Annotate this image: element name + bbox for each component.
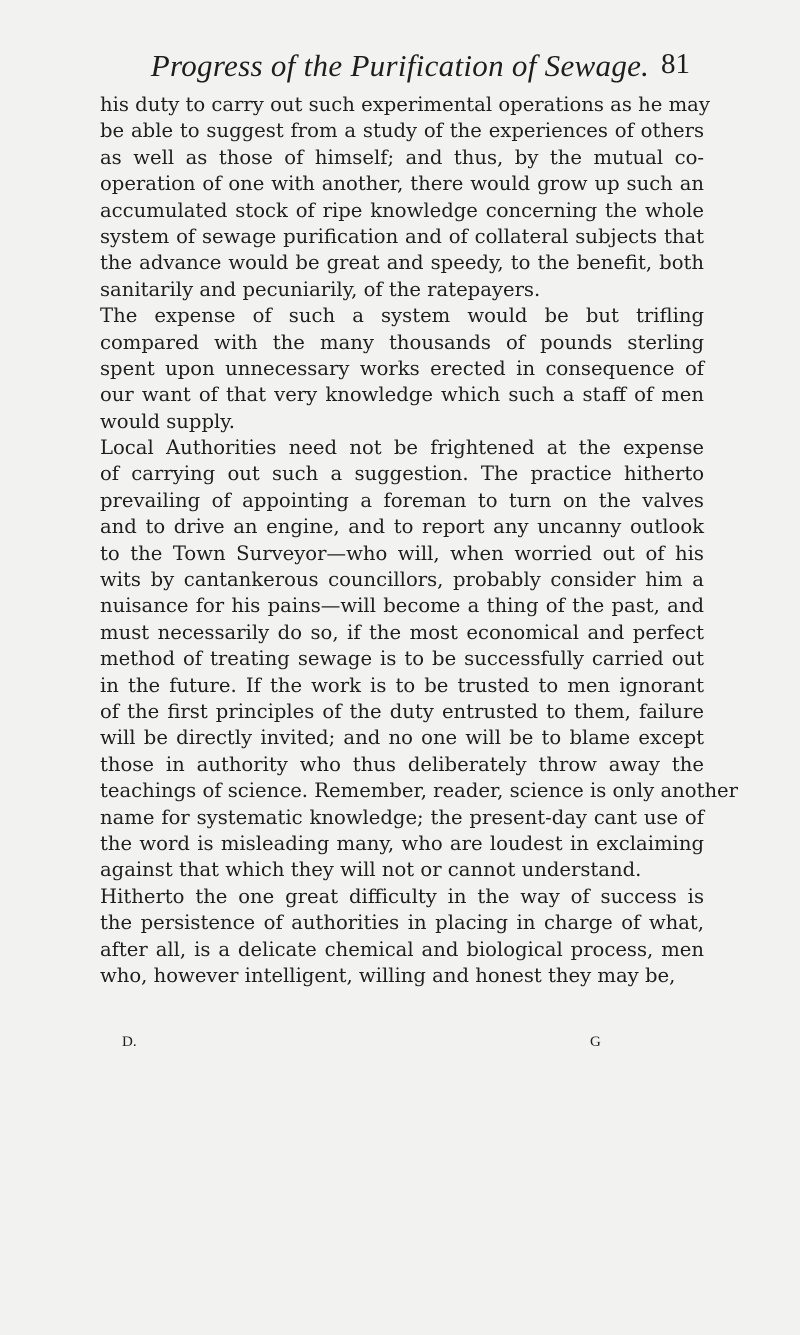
text-line: as well as those of himself; and thus, by the mutual co- <box>100 145 704 169</box>
text-line: method of treating sewage is to be successfully carried out <box>100 647 704 671</box>
printer-signatures <box>122 1034 622 1054</box>
text-line: The expense of such a system would be but trifling <box>100 304 704 328</box>
text-line: system of sewage purification and of collateral subjects that <box>100 224 704 248</box>
text-line: wits by cantankerous councillors, probably consider him a <box>100 568 704 592</box>
text-line: spent upon unnecessary works erected in consequence of <box>100 356 704 380</box>
text-line: must necessarily do so, if the most economical and perfect <box>100 620 704 644</box>
text-line: the persistence of authorities in placing in charge of what, <box>100 911 704 935</box>
text-line: Local Authorities need not be frightened at the expense <box>100 436 704 460</box>
text-line: and to drive an engine, and to report any uncanny outlook <box>100 515 704 539</box>
text-line: of carrying out such a suggestion. The practice hitherto <box>100 462 704 486</box>
running-title: Progress of the Purification of Sewage. <box>150 48 650 83</box>
text-line: in the future. If the work is to be trusted to men ignorant <box>100 673 704 697</box>
text-line: the advance would be great and speedy, to the benefit, both <box>100 251 704 275</box>
text-line: after all, is a delicate chemical and biological process, men <box>100 937 704 961</box>
body-text <box>100 92 739 989</box>
text-line: Hitherto the one great difficulty in the way of success is <box>100 884 704 908</box>
text-line: to the Town Surveyor—who will, when worried out of his <box>100 541 704 565</box>
text-line: those in authority who thus deliberately throw away the <box>100 752 704 776</box>
text-line: who, however intelligent, willing and honest they may be, <box>100 963 676 987</box>
text-line: the word is misleading many, who are loudest in exclaiming <box>100 831 704 855</box>
text-line: would supply. <box>100 409 235 433</box>
text-line: name for systematic knowledge; the present-day cant use of <box>100 805 704 829</box>
text-line: operation of one with another, there would grow up such an <box>100 172 704 196</box>
text-line: compared with the many thousands of pounds sterling <box>100 330 704 354</box>
text-line: sanitarily and pecuniarily, of the ratepayers. <box>100 277 541 301</box>
text-line: his duty to carry out such experimental operations as he may <box>100 93 710 116</box>
page-header <box>0 48 800 88</box>
text-line: accumulated stock of ripe knowledge concerning the whole <box>100 198 704 222</box>
text-line: nuisance for his pains—will become a thing of the past, and <box>100 594 704 618</box>
text-line: prevailing of appointing a foreman to turn on the valves <box>100 488 704 512</box>
signature-mark-right: G <box>590 1034 601 1050</box>
text-line: will be directly invited; and no one will be to blame except <box>100 726 704 750</box>
page-number: 81 <box>661 48 690 80</box>
text-line: be able to suggest from a study of the experiences of others <box>100 119 704 143</box>
signature-mark-left: D. <box>122 1034 137 1050</box>
text-line: teachings of science. Remember, reader, science is only another <box>100 779 739 803</box>
text-line: our want of that very knowledge which such a staff of men <box>100 383 704 407</box>
text-line: against that which they will not or cannot understand. <box>100 858 642 882</box>
text-line: of the first principles of the duty entrusted to them, failure <box>100 699 704 723</box>
